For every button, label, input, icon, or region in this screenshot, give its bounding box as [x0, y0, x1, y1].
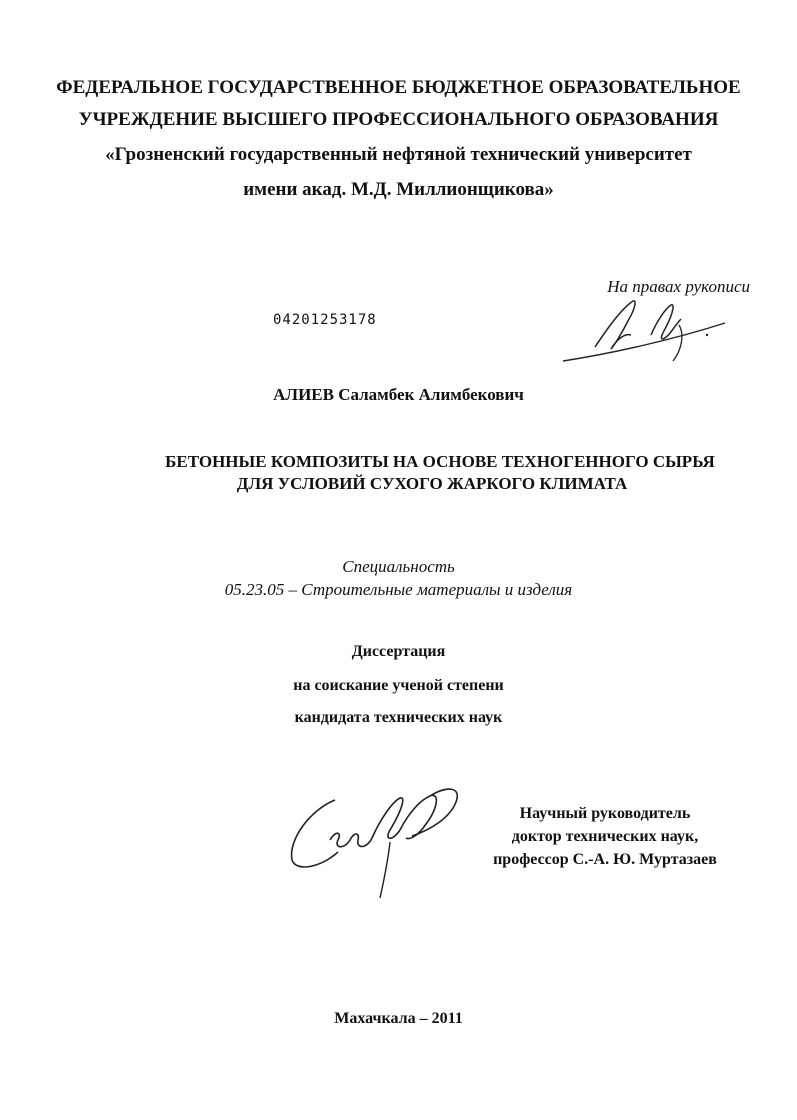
supervisor-line-2: доктор технических наук, [511, 828, 699, 845]
institution-line-2: УЧРЕЖДЕНИЕ ВЫСШЕГО ПРОФЕССИОНАЛЬНОГО ОБРАЗОВАНИЯ [78, 109, 719, 130]
author-name: АЛИЕВ Саламбек Алимбекович [273, 385, 524, 404]
supervisor-line-1: Научный руководитель [519, 805, 691, 822]
institution-line-3: «Грозненский государственный нефтяной технический университет [105, 144, 692, 165]
specialty-label: Специальность [342, 557, 455, 576]
supervisor-line-3: профессор С.-А. Ю. Муртазаев [493, 851, 717, 868]
author-signature-image [555, 295, 735, 370]
institution-line-1: ФЕДЕРАЛЬНОЕ ГОСУДАРСТВЕННОЕ БЮДЖЕТНОЕ ОБРАЗОВАТЕЛЬНОЕ [56, 77, 741, 98]
degree-line-2: на соискание ученой степени [293, 677, 504, 694]
dissertation-title-line-2: ДЛЯ УСЛОВИЙ СУХОГО ЖАРКОГО КЛИМАТА [236, 474, 628, 493]
supervisor-signature-image [280, 780, 470, 900]
degree-line-3: кандидата технических наук [294, 709, 503, 726]
manuscript-note: На правах рукописи [607, 277, 750, 296]
degree-line-1: Диссертация [351, 643, 446, 660]
catalog-number: 04201253178 [273, 312, 377, 328]
specialty-value: 05.23.05 – Строительные материалы и изделия [224, 580, 573, 599]
dissertation-title-line-1: БЕТОННЫЕ КОМПОЗИТЫ НА ОСНОВЕ ТЕХНОГЕННОГО СЫРЬЯ [165, 452, 715, 471]
institution-line-4: имени акад. М.Д. Миллионщикова» [243, 179, 554, 200]
place-year: Махачкала – 2011 [334, 1010, 463, 1027]
